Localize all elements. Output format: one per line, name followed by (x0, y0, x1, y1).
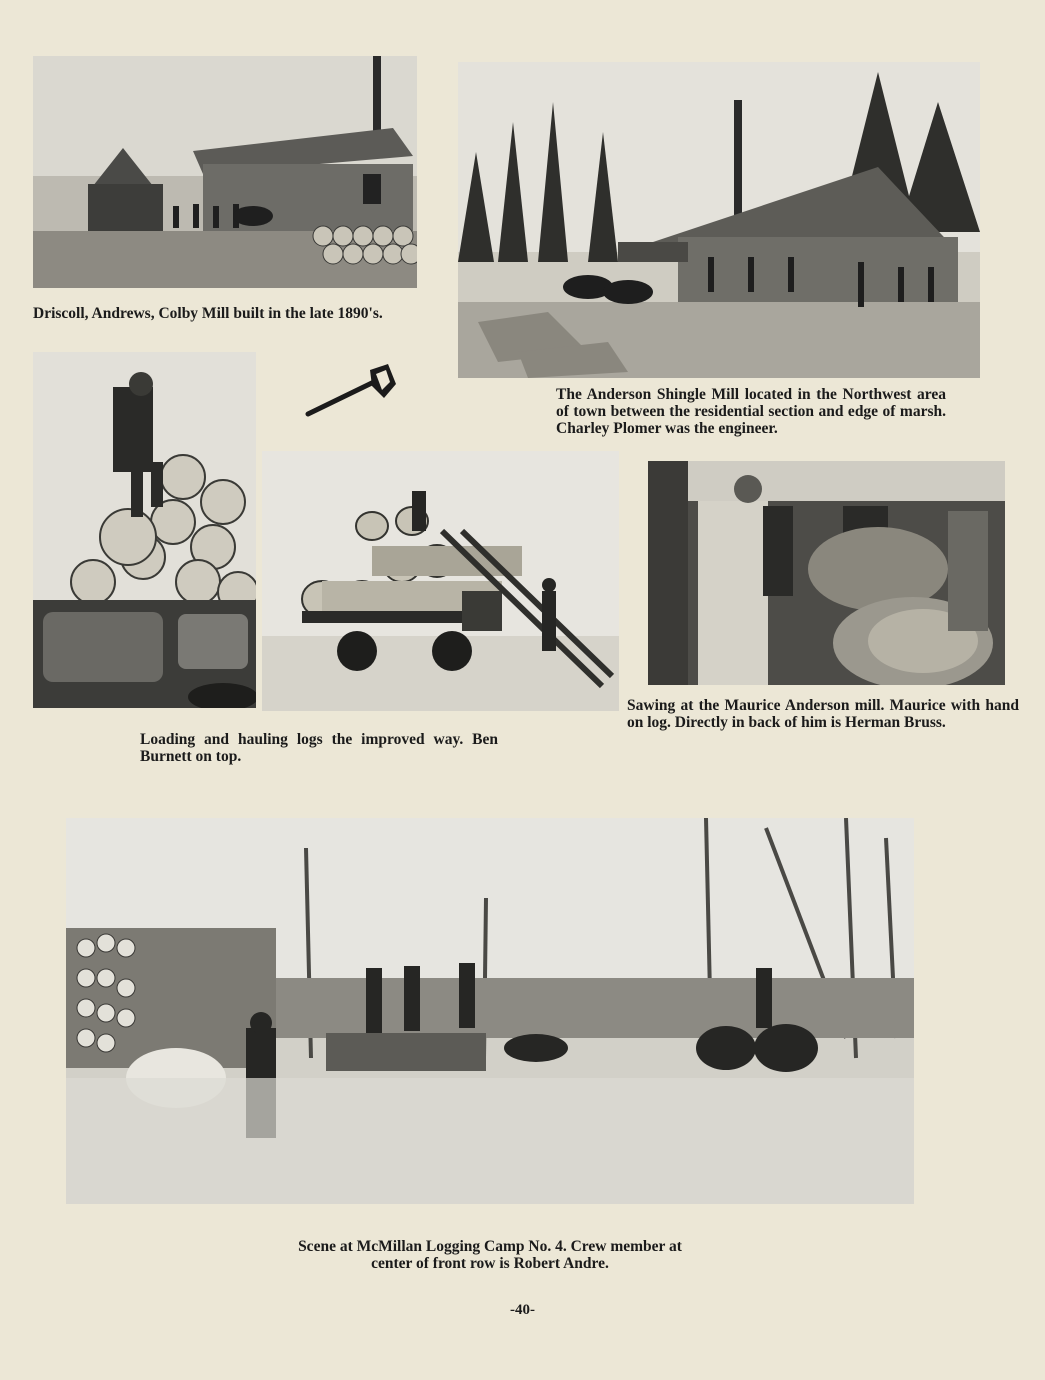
page-number: -40- (510, 1302, 535, 1318)
photo-loading-logs-truck (262, 451, 619, 711)
axe-icon (300, 362, 400, 420)
photo-mcmillan-camp (66, 818, 914, 1204)
photo-sawing-log (648, 461, 1005, 685)
caption-mcmillan-camp: Scene at McMillan Logging Camp No. 4. Crew member at center of front row is Robert Andre. (298, 1238, 682, 1272)
caption-driscoll-mill: Driscoll, Andrews, Colby Mill built in the late 1890's. (33, 305, 383, 322)
photo-anderson-shingle-mill (458, 62, 980, 378)
photo-driscoll-mill (33, 56, 417, 288)
caption-anderson-shingle-mill: The Anderson Shingle Mill located in the Northwest area of town between the residential section and edge of marsh. Charley Plomer was the engineer. (556, 386, 946, 437)
photo-man-on-logs (33, 352, 256, 708)
caption-sawing-anderson-mill: Sawing at the Maurice Anderson mill. Maurice with hand on log. Directly in back of him is Herman Bruss. (627, 697, 1019, 731)
caption-loading-hauling: Loading and hauling logs the improved way. Ben Burnett on top. (140, 731, 498, 765)
